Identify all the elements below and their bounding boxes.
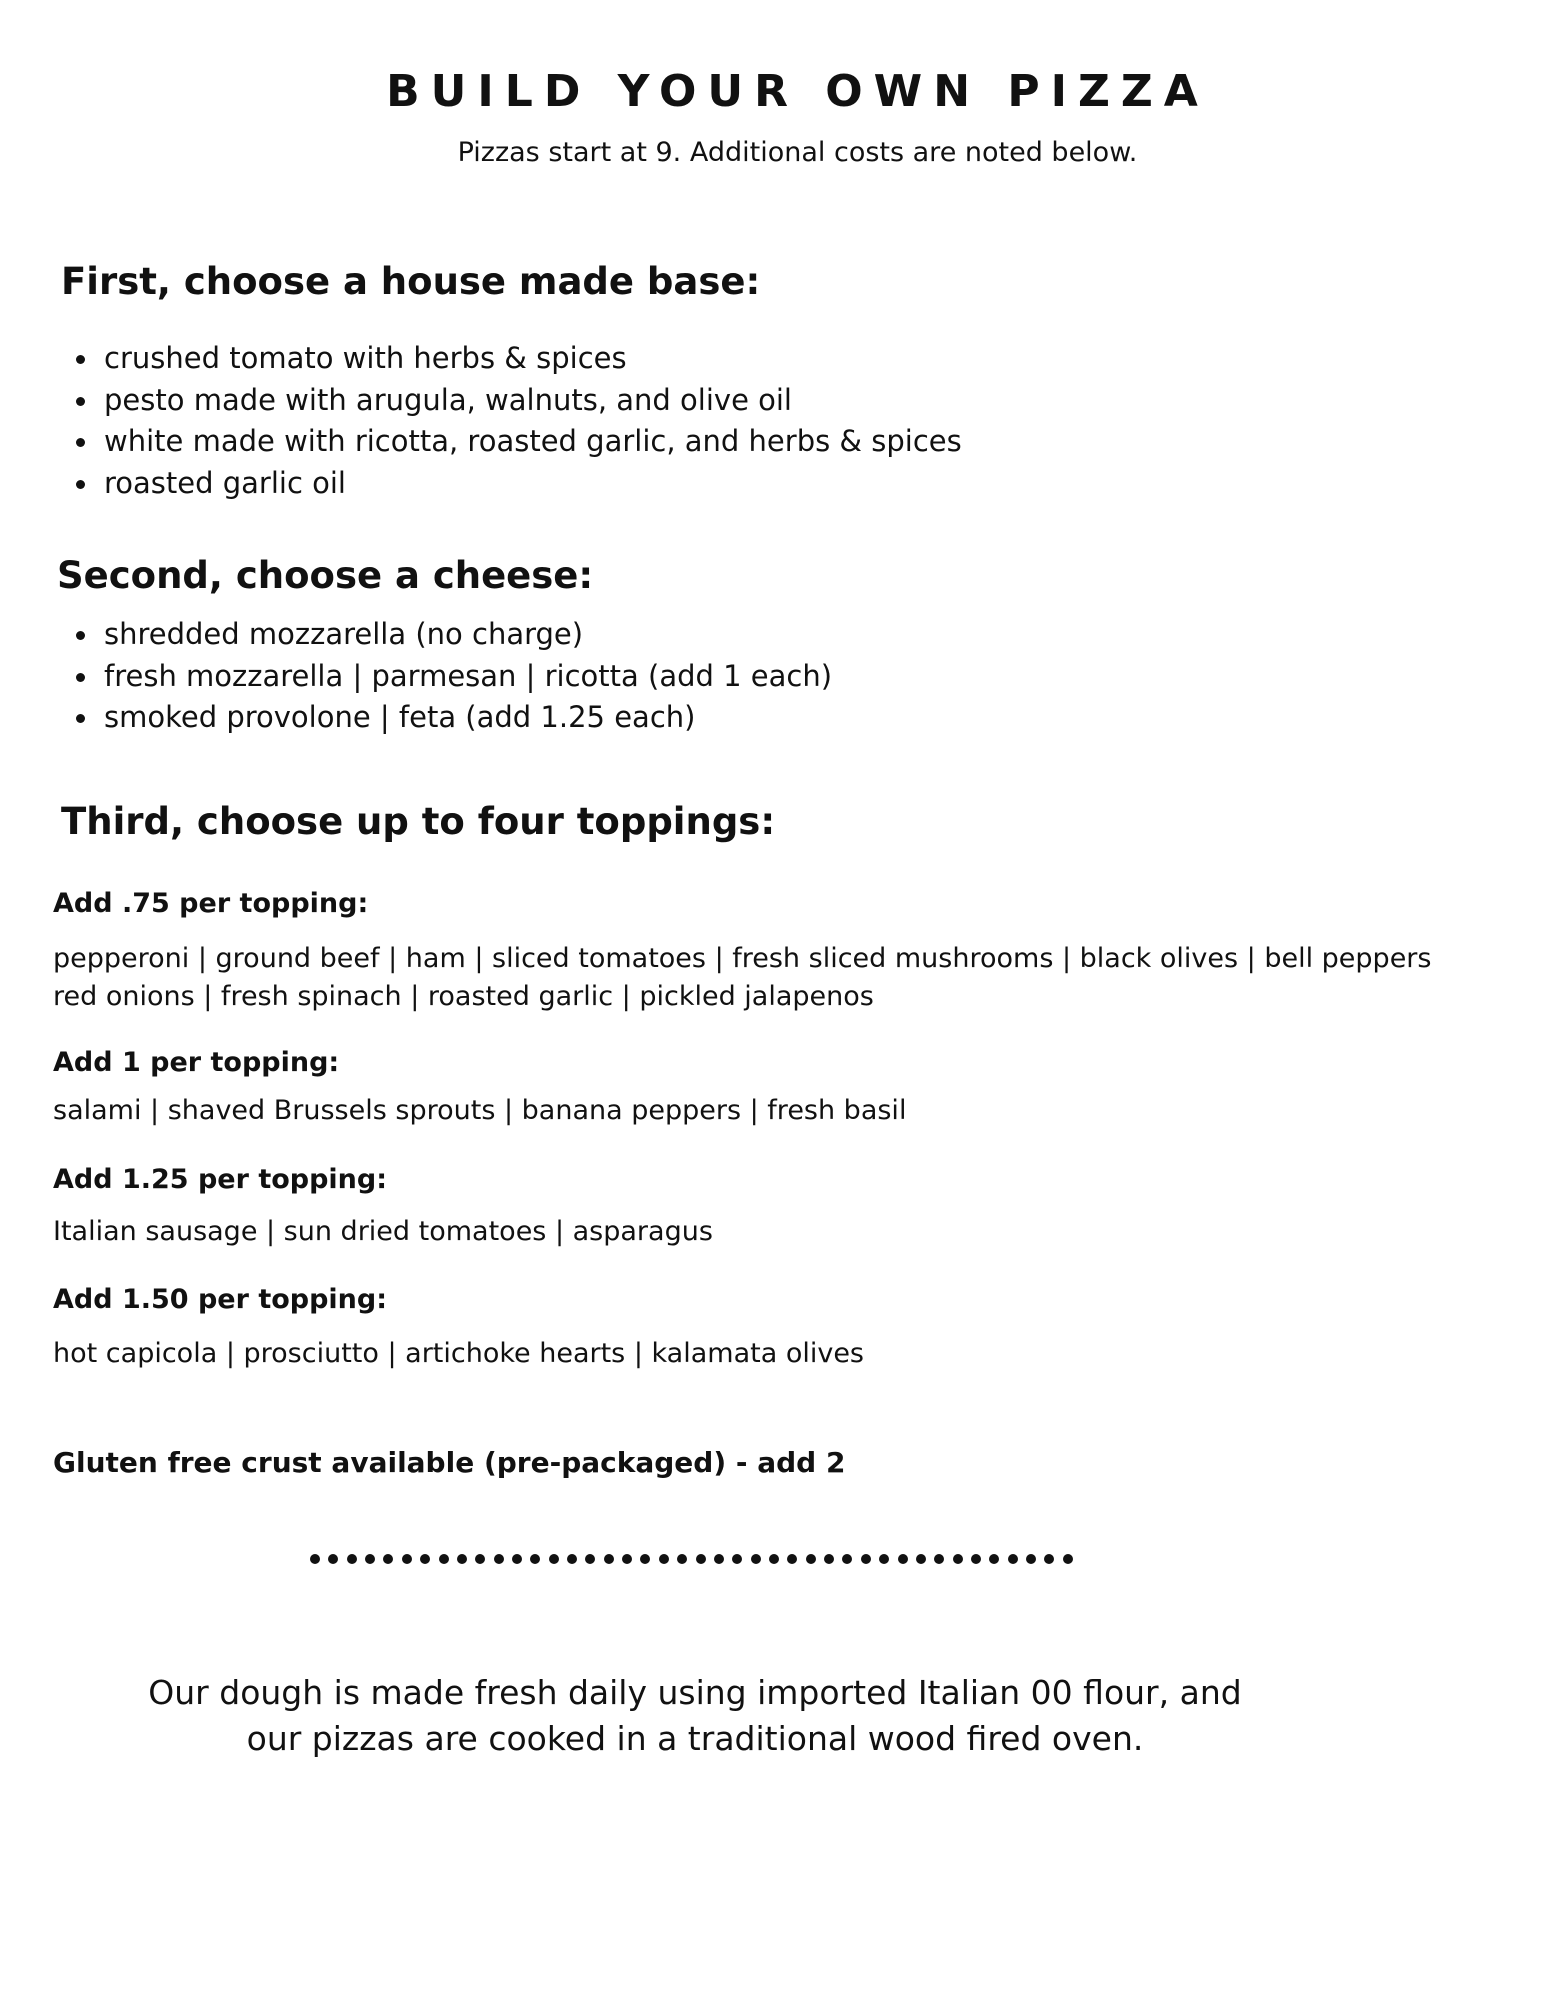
divider-dot-icon [842,1554,852,1564]
topping-list-line: salami | shaved Brussels sprouts | banana peppers | fresh basil [53,1095,907,1126]
divider-dot-icon [365,1554,375,1564]
tier-heading-150: Add 1.50 per topping: [53,1284,388,1315]
divider-dot-icon [989,1554,999,1564]
bullet-icon [76,397,85,406]
divider-dot-icon [640,1554,650,1564]
list-item-text: pesto made with arugula, walnuts, and olive oil [104,382,792,417]
footer-line: Our dough is made fresh daily using imported Italian 00 flour, and [148,1673,1242,1712]
divider-dot-icon [604,1554,614,1564]
bullet-icon [76,714,85,723]
divider-dot-icon [1044,1554,1054,1564]
base-heading: First, choose a house made base: [61,260,761,303]
list-item-text: smoked provolone | feta (add 1.25 each) [104,700,696,734]
divider-dot-icon [1063,1554,1073,1564]
divider-dot-icon [916,1554,926,1564]
divider-dot-icon [787,1554,797,1564]
list-item [104,614,832,656]
divider-dot-icon [861,1554,871,1564]
divider-dot-icon [310,1554,320,1564]
divider-dot-icon [494,1554,504,1564]
bullet-icon [76,438,85,447]
divider-dot-icon [696,1554,706,1564]
divider-dot-icon [806,1554,816,1564]
divider-dot-icon [439,1554,449,1564]
divider-dot-icon [512,1554,522,1564]
divider-dot-icon [898,1554,908,1564]
page-title: BUILD YOUR OWN PIZZA [386,66,1209,117]
bullet-icon [76,631,85,640]
toppings-heading: Third, choose up to four toppings: [61,800,776,843]
bullet-icon [76,480,85,489]
divider-dot-icon [677,1554,687,1564]
cheese-list [104,614,832,739]
bullet-icon [76,355,85,364]
divider-dot-icon [879,1554,889,1564]
bullet-icon [76,673,85,682]
divider-dot-icon [824,1554,834,1564]
divider-dot-icon [585,1554,595,1564]
divider-dot-icon [1026,1554,1036,1564]
divider-dot-icon [1008,1554,1018,1564]
divider-dot-icon [934,1554,944,1564]
list-item-text: fresh mozzarella | parmesan | ricotta (add 1 each) [104,658,833,693]
topping-list-line: red onions | fresh spinach | roasted garlic | pickled jalapenos [53,981,874,1012]
topping-list-line: hot capicola | prosciutto | artichoke hearts | kalamata olives [53,1338,865,1369]
divider-dot-icon [475,1554,485,1564]
list-item-text: crushed tomato with herbs & spices [104,341,627,375]
divider-dot-icon [402,1554,412,1564]
base-list [104,338,962,504]
divider-dot-icon [953,1554,963,1564]
divider-dot-icon [457,1554,467,1564]
footer-note [100,1670,1290,1762]
list-item [104,421,962,463]
divider-dot-icon [769,1554,779,1564]
divider-dot-icon [622,1554,632,1564]
topping-list-line: pepperoni | ground beef | ham | sliced tomatoes | fresh sliced mushrooms | black olives | bell peppers [53,943,1432,974]
divider-dot-icon [420,1554,430,1564]
list-item [104,697,832,739]
divider-dot-icon [659,1554,669,1564]
tier-heading-1: Add 1 per topping: [53,1047,340,1078]
divider-dot-icon [567,1554,577,1564]
page-subtitle: Pizzas start at 9. Additional costs are noted below. [457,137,1138,168]
list-item-text: white made with ricotta, roasted garlic, and herbs & spices [104,424,962,458]
divider-dot-icon [751,1554,761,1564]
dotted-divider [310,1552,1073,1566]
gluten-free-note: Gluten free crust available (pre-packaged) - add 2 [53,1446,846,1479]
list-item [104,338,962,380]
divider-dot-icon [530,1554,540,1564]
tier-heading-125: Add 1.25 per topping: [53,1164,388,1195]
list-item [104,380,962,422]
divider-dot-icon [347,1554,357,1564]
list-item [104,463,962,505]
divider-dot-icon [383,1554,393,1564]
divider-dot-icon [732,1554,742,1564]
divider-dot-icon [714,1554,724,1564]
list-item [104,656,832,698]
divider-dot-icon [549,1554,559,1564]
divider-dot-icon [328,1554,338,1564]
divider-dot-icon [971,1554,981,1564]
list-item-text: roasted garlic oil [104,465,346,500]
footer-line: our pizzas are cooked in a traditional wood fired oven. [246,1719,1144,1758]
list-item-text: shredded mozzarella (no charge) [104,617,584,651]
tier-heading-075: Add .75 per topping: [53,888,369,919]
cheese-heading: Second, choose a cheese: [57,554,594,597]
topping-list-line: Italian sausage | sun dried tomatoes | asparagus [53,1216,713,1247]
